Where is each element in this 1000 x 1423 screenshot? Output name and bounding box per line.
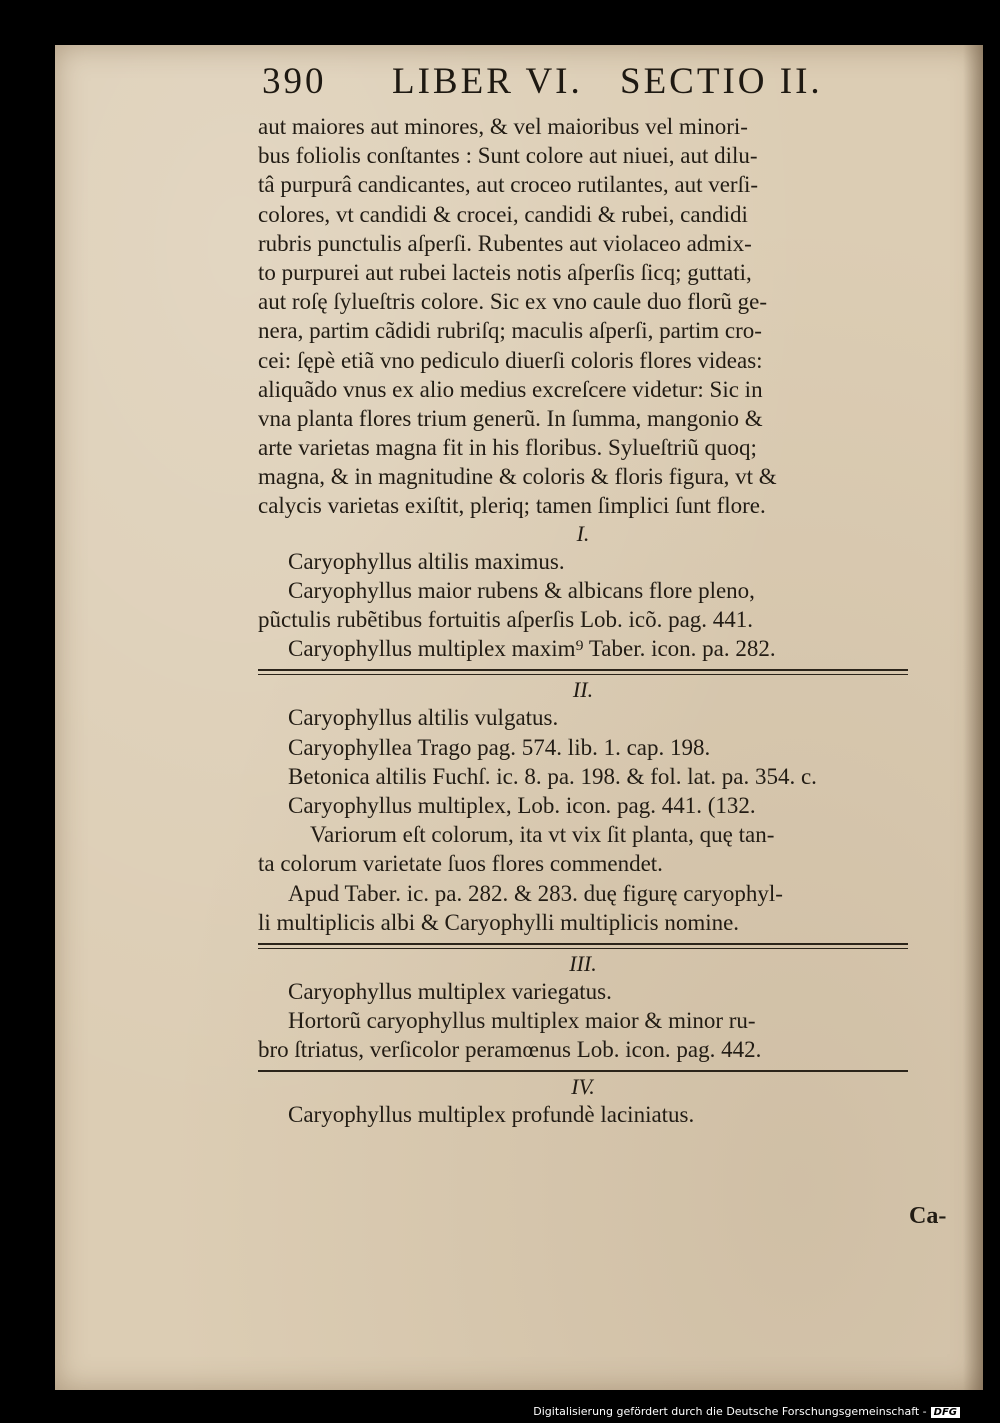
text-line: cei: ſępè etiã vno pediculo diuerſi coloris flores videas:	[258, 347, 763, 373]
text-line: aut maiores aut minores, & vel maioribus vel minori-	[258, 114, 748, 139]
text-line: magna, & in magnitudine & coloris & floris figura, vt &	[258, 464, 777, 490]
text-line: Caryophyllus multiplex, Lob. icon. pag. 441. (132.	[288, 792, 756, 818]
entry-section-3	[258, 951, 908, 1065]
text-line: Hortorũ caryophyllus multiplex maior & minor ru-	[288, 1008, 756, 1034]
text-line: aut roſę ſylueſtris colore. Sic ex vno caule duo florũ ge-	[258, 289, 768, 315]
section-numeral: II.	[572, 677, 594, 703]
text-line: aliquãdo vnus ex alio medius excreſcere videtur: Sic in	[258, 376, 763, 402]
entry-section-4	[258, 1074, 908, 1129]
section-numeral: I.	[576, 520, 590, 546]
text-line: tâ purpurâ candicantes, aut croceo rutilantes, aut verſi-	[258, 172, 759, 198]
text-line: vna planta flores trium generũ. In ſumma, mangonio &	[258, 405, 763, 431]
text-line: li multiplicis albi & Caryophylli multiplicis nomine.	[258, 909, 740, 935]
text-line: Betonica altilis Fuchſ. ic. 8. pa. 198. & fol. lat. pa. 354. c.	[288, 763, 817, 789]
book-title: LIBER VI.	[392, 61, 583, 102]
main-text	[258, 112, 908, 1130]
text-line: Caryophyllus altilis maximus.	[288, 548, 565, 574]
section-divider	[258, 943, 908, 949]
text-line: calycis varietas exiſtit, pleriq; tamen ſimplici ſunt flore.	[258, 493, 766, 519]
text-line: nera, partim cãdidi rubriſq; maculis aſperſi, partim cro-	[258, 318, 762, 344]
section-title: SECTIO II.	[620, 61, 823, 102]
text-line: Caryophyllus maior rubens & albicans flore pleno,	[288, 577, 755, 603]
footer-text: Digitalisierung gefördert durch die Deutsche Forschungsgemeinschaft -	[533, 1405, 927, 1418]
text-line: Caryophyllea Trago pag. 574. lib. 1. cap. 198.	[288, 734, 711, 760]
intro-paragraph	[258, 112, 908, 521]
section-numeral: IV.	[571, 1074, 595, 1100]
section-numeral: III.	[569, 950, 597, 976]
text-line: rubris punctulis aſperſi. Rubentes aut violaceo admix-	[258, 230, 752, 256]
text-line: ta colorum varietate ſuos flores commendet.	[258, 851, 663, 877]
text-line: bus foliolis conſtantes : Sunt colore aut niuei, aut dilu-	[258, 143, 758, 169]
text-line: arte varietas magna fit in his floribus. Sylueſtriũ quoq;	[258, 435, 757, 461]
text-line: Caryophyllus altilis vulgatus.	[288, 705, 559, 731]
section-divider	[258, 669, 908, 675]
catchword: Ca-	[909, 1203, 947, 1229]
entry-section-1	[258, 521, 908, 664]
section-divider	[258, 1070, 908, 1072]
page-edge	[963, 45, 983, 1390]
text-line: Caryophyllus multiplex variegatus.	[288, 978, 612, 1004]
entry-section-2	[258, 677, 908, 937]
text-line: Caryophyllus multiplex maxim⁹ Taber. icon. pa. 282.	[288, 636, 776, 662]
funding-footer	[533, 1405, 960, 1418]
text-line: bro ſtriatus, verſicolor peramœnus Lob. icon. pag. 442.	[258, 1037, 762, 1063]
text-line: pũctulis rubẽtibus fortuitis aſperſis Lob. icõ. pag. 441.	[258, 607, 754, 632]
text-line: Caryophyllus multiplex profundè laciniatus.	[288, 1102, 695, 1128]
dfg-logo: DFG	[931, 1407, 960, 1418]
text-line: Variorum eſt colorum, ita vt vix ſit planta, quę tan-	[310, 822, 775, 848]
text-line: colores, vt candidi & crocei, candidi & rubei, candidi	[258, 201, 748, 227]
running-header	[262, 60, 902, 103]
page-number: 390	[262, 61, 327, 102]
text-line: to purpurei aut rubei lacteis notis aſperſis ſicq; guttati,	[258, 259, 752, 285]
text-line: Apud Taber. ic. pa. 282. & 283. duę figurę caryophyl-	[288, 880, 783, 906]
